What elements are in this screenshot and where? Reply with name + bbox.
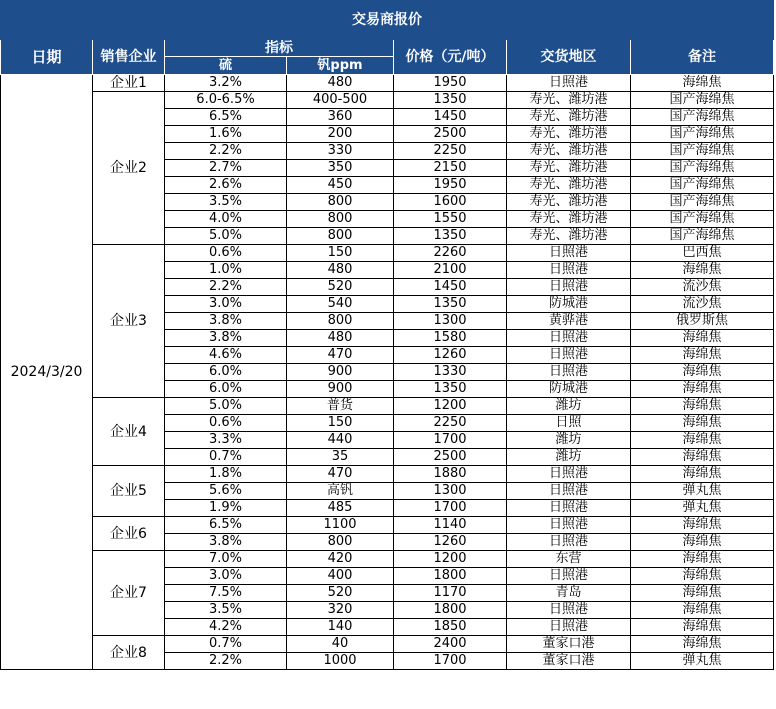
- table-row: [1, 398, 774, 415]
- vanadium-cell: 900: [287, 381, 394, 398]
- remark-cell: 弹丸焦: [631, 653, 774, 670]
- price-cell: 1260: [394, 534, 507, 551]
- remark-cell: 海绵焦: [631, 466, 774, 483]
- sulfur-cell: 6.5%: [165, 109, 287, 126]
- company-cell: 企业4: [93, 398, 165, 466]
- vanadium-cell: 800: [287, 211, 394, 228]
- remark-cell: 海绵焦: [631, 415, 774, 432]
- remark-cell: 国产海绵焦: [631, 211, 774, 228]
- region-cell: 董家口港: [507, 636, 631, 653]
- sulfur-cell: 1.8%: [165, 466, 287, 483]
- vanadium-cell: 520: [287, 585, 394, 602]
- company-cell: 企业2: [93, 92, 165, 245]
- price-cell: 1800: [394, 602, 507, 619]
- region-cell: 日照港: [507, 245, 631, 262]
- sulfur-cell: 5.0%: [165, 398, 287, 415]
- price-cell: 2250: [394, 143, 507, 160]
- header-date: 日期: [1, 40, 93, 75]
- price-cell: 1850: [394, 619, 507, 636]
- vanadium-cell: 1100: [287, 517, 394, 534]
- remark-cell: 俄罗斯焦: [631, 313, 774, 330]
- price-cell: 1700: [394, 500, 507, 517]
- sulfur-cell: 2.2%: [165, 279, 287, 296]
- vanadium-cell: 400: [287, 568, 394, 585]
- sulfur-cell: 0.6%: [165, 415, 287, 432]
- sulfur-cell: 3.0%: [165, 568, 287, 585]
- remark-cell: 国产海绵焦: [631, 143, 774, 160]
- remark-cell: 国产海绵焦: [631, 126, 774, 143]
- remark-cell: 海绵焦: [631, 347, 774, 364]
- sulfur-cell: 5.6%: [165, 483, 287, 500]
- price-cell: 1700: [394, 653, 507, 670]
- vanadium-cell: 400-500: [287, 92, 394, 109]
- table-row: [1, 551, 774, 568]
- remark-cell: 海绵焦: [631, 585, 774, 602]
- remark-cell: 海绵焦: [631, 449, 774, 466]
- price-cell: 1950: [394, 75, 507, 92]
- company-cell: 企业5: [93, 466, 165, 517]
- vanadium-cell: 470: [287, 347, 394, 364]
- region-cell: 日照港: [507, 619, 631, 636]
- header-region: 交货地区: [507, 40, 631, 75]
- table-row: [1, 636, 774, 653]
- vanadium-cell: 140: [287, 619, 394, 636]
- remark-cell: 海绵焦: [631, 398, 774, 415]
- table-row: [1, 245, 774, 262]
- sulfur-cell: 5.0%: [165, 228, 287, 245]
- sulfur-cell: 7.5%: [165, 585, 287, 602]
- region-cell: 黄骅港: [507, 313, 631, 330]
- price-cell: 1450: [394, 279, 507, 296]
- price-cell: 1260: [394, 347, 507, 364]
- price-cell: 1800: [394, 568, 507, 585]
- vanadium-cell: 470: [287, 466, 394, 483]
- vanadium-cell: 485: [287, 500, 394, 517]
- vanadium-cell: 320: [287, 602, 394, 619]
- remark-cell: 巴西焦: [631, 245, 774, 262]
- vanadium-cell: 420: [287, 551, 394, 568]
- remark-cell: 弹丸焦: [631, 500, 774, 517]
- sulfur-cell: 0.7%: [165, 449, 287, 466]
- vanadium-cell: 高钒: [287, 483, 394, 500]
- remark-cell: 国产海绵焦: [631, 177, 774, 194]
- sulfur-cell: 2.2%: [165, 653, 287, 670]
- region-cell: 潍坊: [507, 398, 631, 415]
- price-cell: 2400: [394, 636, 507, 653]
- region-cell: 日照港: [507, 483, 631, 500]
- vanadium-cell: 普货: [287, 398, 394, 415]
- sulfur-cell: 1.6%: [165, 126, 287, 143]
- region-cell: 寿光、潍坊港: [507, 211, 631, 228]
- sulfur-cell: 3.8%: [165, 330, 287, 347]
- remark-cell: 海绵焦: [631, 262, 774, 279]
- remark-cell: 国产海绵焦: [631, 160, 774, 177]
- price-cell: 1200: [394, 398, 507, 415]
- vanadium-cell: 800: [287, 228, 394, 245]
- remark-cell: 海绵焦: [631, 619, 774, 636]
- vanadium-cell: 150: [287, 415, 394, 432]
- sulfur-cell: 1.9%: [165, 500, 287, 517]
- header-sulfur: 硫: [165, 57, 287, 75]
- price-cell: 1950: [394, 177, 507, 194]
- region-cell: 日照港: [507, 568, 631, 585]
- vanadium-cell: 35: [287, 449, 394, 466]
- region-cell: 日照港: [507, 500, 631, 517]
- header-company: 销售企业: [93, 40, 165, 75]
- remark-cell: 国产海绵焦: [631, 109, 774, 126]
- table-row: [1, 466, 774, 483]
- sulfur-cell: 4.2%: [165, 619, 287, 636]
- price-cell: 1350: [394, 228, 507, 245]
- remark-cell: 海绵焦: [631, 330, 774, 347]
- region-cell: 日照: [507, 415, 631, 432]
- price-cell: 1350: [394, 296, 507, 313]
- remark-cell: 海绵焦: [631, 568, 774, 585]
- region-cell: 潍坊: [507, 432, 631, 449]
- vanadium-cell: 330: [287, 143, 394, 160]
- vanadium-cell: 450: [287, 177, 394, 194]
- company-cell: 企业1: [93, 75, 165, 92]
- region-cell: 青岛: [507, 585, 631, 602]
- vanadium-cell: 800: [287, 313, 394, 330]
- table-title: 交易商报价: [1, 1, 774, 40]
- sulfur-cell: 6.5%: [165, 517, 287, 534]
- vanadium-cell: 360: [287, 109, 394, 126]
- sulfur-cell: 4.6%: [165, 347, 287, 364]
- remark-cell: 海绵焦: [631, 517, 774, 534]
- sulfur-cell: 2.2%: [165, 143, 287, 160]
- region-cell: 寿光、潍坊港: [507, 194, 631, 211]
- remark-cell: 国产海绵焦: [631, 228, 774, 245]
- vanadium-cell: 480: [287, 330, 394, 347]
- region-cell: 日照港: [507, 534, 631, 551]
- vanadium-cell: 350: [287, 160, 394, 177]
- price-cell: 2100: [394, 262, 507, 279]
- remark-cell: 海绵焦: [631, 381, 774, 398]
- sulfur-cell: 3.8%: [165, 534, 287, 551]
- region-cell: 寿光、潍坊港: [507, 177, 631, 194]
- region-cell: 日照港: [507, 466, 631, 483]
- price-cell: 2500: [394, 126, 507, 143]
- company-cell: 企业7: [93, 551, 165, 636]
- table-row: [1, 75, 774, 92]
- remark-cell: 海绵焦: [631, 636, 774, 653]
- remark-cell: 海绵焦: [631, 551, 774, 568]
- sulfur-cell: 3.8%: [165, 313, 287, 330]
- table-row: [1, 92, 774, 109]
- header-remark: 备注: [631, 40, 774, 75]
- vanadium-cell: 40: [287, 636, 394, 653]
- region-cell: 寿光、潍坊港: [507, 160, 631, 177]
- vanadium-cell: 440: [287, 432, 394, 449]
- price-cell: 2250: [394, 415, 507, 432]
- sulfur-cell: 3.0%: [165, 296, 287, 313]
- price-cell: 1140: [394, 517, 507, 534]
- price-cell: 1580: [394, 330, 507, 347]
- company-cell: 企业6: [93, 517, 165, 551]
- region-cell: 日照港: [507, 364, 631, 381]
- price-cell: 2260: [394, 245, 507, 262]
- region-cell: 寿光、潍坊港: [507, 228, 631, 245]
- vanadium-cell: 520: [287, 279, 394, 296]
- price-cell: 1700: [394, 432, 507, 449]
- sulfur-cell: 6.0%: [165, 381, 287, 398]
- price-cell: 2150: [394, 160, 507, 177]
- vanadium-cell: 540: [287, 296, 394, 313]
- region-cell: 日照港: [507, 279, 631, 296]
- remark-cell: 流沙焦: [631, 279, 774, 296]
- region-cell: 东营: [507, 551, 631, 568]
- sulfur-cell: 2.6%: [165, 177, 287, 194]
- remark-cell: 海绵焦: [631, 75, 774, 92]
- header-indicator: 指标: [165, 40, 394, 57]
- price-cell: 1880: [394, 466, 507, 483]
- date-cell: 2024/3/20: [1, 75, 93, 670]
- table-body: [1, 75, 774, 670]
- vanadium-cell: 150: [287, 245, 394, 262]
- price-cell: 1450: [394, 109, 507, 126]
- region-cell: 日照港: [507, 75, 631, 92]
- header-vanadium: 钒ppm: [287, 57, 394, 75]
- sulfur-cell: 6.0%: [165, 364, 287, 381]
- sulfur-cell: 4.0%: [165, 211, 287, 228]
- sulfur-cell: 7.0%: [165, 551, 287, 568]
- price-cell: 1300: [394, 313, 507, 330]
- remark-cell: 海绵焦: [631, 364, 774, 381]
- price-cell: 1170: [394, 585, 507, 602]
- sulfur-cell: 3.2%: [165, 75, 287, 92]
- price-cell: 1550: [394, 211, 507, 228]
- region-cell: 寿光、潍坊港: [507, 92, 631, 109]
- region-cell: 日照港: [507, 602, 631, 619]
- vanadium-cell: 1000: [287, 653, 394, 670]
- sulfur-cell: 3.5%: [165, 602, 287, 619]
- price-cell: 1300: [394, 483, 507, 500]
- region-cell: 潍坊: [507, 449, 631, 466]
- vanadium-cell: 800: [287, 534, 394, 551]
- region-cell: 寿光、潍坊港: [507, 126, 631, 143]
- price-cell: 1330: [394, 364, 507, 381]
- price-cell: 1350: [394, 381, 507, 398]
- price-cell: 1600: [394, 194, 507, 211]
- region-cell: 防城港: [507, 296, 631, 313]
- region-cell: 日照港: [507, 330, 631, 347]
- remark-cell: 海绵焦: [631, 602, 774, 619]
- region-cell: 董家口港: [507, 653, 631, 670]
- sulfur-cell: 1.0%: [165, 262, 287, 279]
- vanadium-cell: 480: [287, 262, 394, 279]
- sulfur-cell: 0.7%: [165, 636, 287, 653]
- sulfur-cell: 2.7%: [165, 160, 287, 177]
- remark-cell: 国产海绵焦: [631, 194, 774, 211]
- vanadium-cell: 200: [287, 126, 394, 143]
- price-cell: 2500: [394, 449, 507, 466]
- vanadium-cell: 480: [287, 75, 394, 92]
- header-price: 价格（元/吨）: [394, 40, 507, 75]
- company-cell: 企业8: [93, 636, 165, 670]
- region-cell: 防城港: [507, 381, 631, 398]
- vanadium-cell: 900: [287, 364, 394, 381]
- sulfur-cell: 6.0-6.5%: [165, 92, 287, 109]
- vanadium-cell: 800: [287, 194, 394, 211]
- region-cell: 寿光、潍坊港: [507, 143, 631, 160]
- remark-cell: 流沙焦: [631, 296, 774, 313]
- remark-cell: 海绵焦: [631, 534, 774, 551]
- remark-cell: 海绵焦: [631, 432, 774, 449]
- company-cell: 企业3: [93, 245, 165, 398]
- region-cell: 日照港: [507, 262, 631, 279]
- remark-cell: 弹丸焦: [631, 483, 774, 500]
- sulfur-cell: 3.3%: [165, 432, 287, 449]
- remark-cell: 国产海绵焦: [631, 92, 774, 109]
- sulfur-cell: 0.6%: [165, 245, 287, 262]
- price-cell: 1350: [394, 92, 507, 109]
- table-row: [1, 517, 774, 534]
- region-cell: 日照港: [507, 347, 631, 364]
- sulfur-cell: 3.5%: [165, 194, 287, 211]
- region-cell: 日照港: [507, 517, 631, 534]
- region-cell: 寿光、潍坊港: [507, 109, 631, 126]
- price-cell: 1200: [394, 551, 507, 568]
